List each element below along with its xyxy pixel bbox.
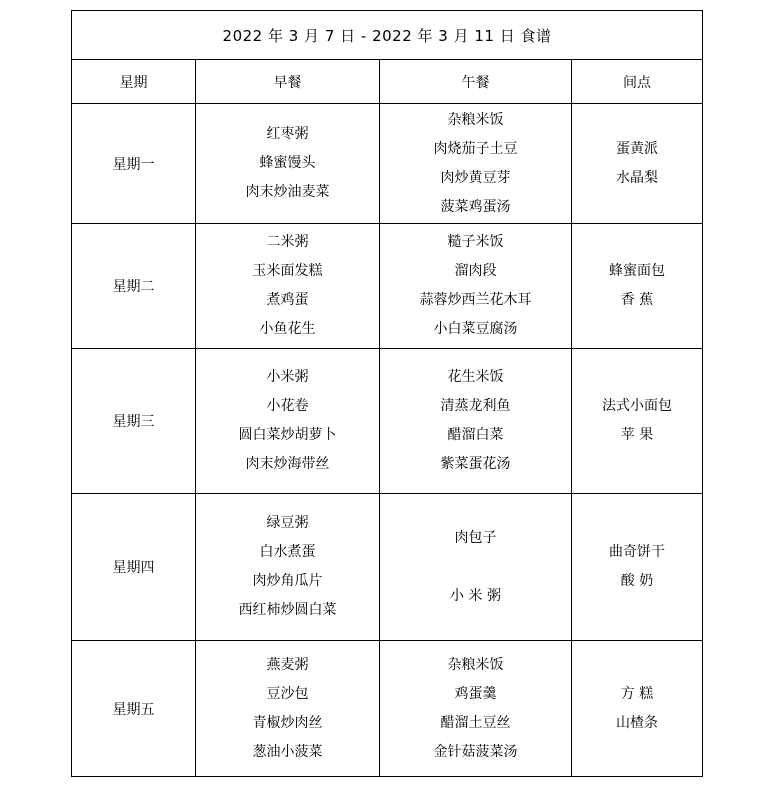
menu-item: 菠菜鸡蛋汤	[440, 198, 511, 215]
snack-cell	[572, 494, 703, 641]
menu-item: 圆白菜炒胡萝卜	[238, 427, 337, 443]
menu-item: 杂粮米饭	[447, 111, 504, 128]
menu-item: 杂粮米饭	[447, 656, 504, 673]
breakfast-item-list	[196, 651, 379, 767]
breakfast-item-list	[196, 120, 379, 207]
menu-page	[71, 10, 702, 777]
lunch-item-list	[380, 524, 571, 611]
menu-item: 蜂蜜面包	[609, 263, 666, 279]
menu-item: 豆沙包	[266, 685, 309, 702]
day-row	[72, 224, 703, 349]
day-row	[72, 349, 703, 494]
menu-item: 法式小面包	[602, 398, 673, 414]
lunch-cell	[380, 224, 572, 349]
menu-item: 小鱼花生	[259, 321, 316, 337]
breakfast-cell	[196, 224, 380, 349]
menu-item: 肉烧茄子土豆	[433, 140, 518, 157]
menu-item: 白水煮蛋	[259, 544, 316, 560]
snack-cell	[572, 224, 703, 349]
menu-item: 玉米面发糕	[252, 263, 323, 279]
menu-item: 肉末炒海带丝	[245, 456, 330, 472]
menu-item: 蒜蓉炒西兰花木耳	[419, 292, 532, 308]
menu-item: 红枣粥	[266, 126, 309, 142]
lunch-item-list	[380, 228, 571, 344]
lunch-item-list	[380, 106, 571, 222]
snack-item-list	[572, 538, 702, 596]
header-breakfast: 早餐	[196, 60, 380, 104]
menu-item: 西红柿炒圆白菜	[238, 602, 337, 618]
menu-item: 糙子米饭	[447, 234, 504, 250]
title-row	[72, 11, 703, 60]
menu-item: 小花卷	[266, 398, 309, 414]
menu-item: 肉炒黄豆芽	[440, 169, 511, 186]
breakfast-cell	[196, 641, 380, 777]
day-name: 星期一	[72, 104, 196, 224]
breakfast-cell	[196, 349, 380, 494]
menu-title: 2022 年 3 月 7 日 - 2022 年 3 月 11 日 食谱	[72, 11, 703, 60]
snack-item-list	[572, 135, 702, 193]
menu-item: 山楂条	[616, 714, 659, 731]
menu-item: 金针菇菠菜汤	[433, 743, 518, 760]
weekly-menu-table	[71, 10, 703, 777]
menu-item: 苹 果	[620, 427, 654, 443]
day-name: 星期二	[72, 224, 196, 349]
menu-item: 小白菜豆腐汤	[433, 321, 518, 337]
snack-item-list	[572, 257, 702, 315]
menu-item	[473, 553, 477, 582]
menu-item: 青椒炒肉丝	[252, 714, 323, 731]
day-rows	[72, 104, 703, 777]
lunch-cell	[380, 104, 572, 224]
menu-item: 肉炒角瓜片	[252, 573, 323, 589]
day-row	[72, 641, 703, 777]
breakfast-item-list	[196, 228, 379, 344]
snack-item-list	[572, 392, 702, 450]
lunch-cell	[380, 494, 572, 641]
menu-item: 绿豆粥	[266, 515, 309, 531]
menu-item: 二米粥	[266, 234, 309, 250]
lunch-cell	[380, 349, 572, 494]
day-row	[72, 494, 703, 641]
menu-item: 清蒸龙利鱼	[440, 398, 511, 414]
day-name: 星期五	[72, 641, 196, 777]
menu-item: 水晶梨	[616, 169, 659, 186]
day-name: 星期四	[72, 494, 196, 641]
menu-item: 醋溜土豆丝	[440, 714, 511, 731]
menu-item: 紫菜蛋花汤	[440, 456, 511, 472]
snack-item-list	[572, 680, 702, 738]
menu-item: 小米粥	[266, 369, 309, 385]
menu-item: 肉末炒油麦菜	[245, 184, 330, 200]
menu-item: 酸 奶	[620, 573, 654, 589]
menu-item: 葱油小菠菜	[252, 743, 323, 760]
menu-item: 蛋黄派	[616, 140, 659, 157]
breakfast-cell	[196, 104, 380, 224]
snack-cell	[572, 641, 703, 777]
breakfast-item-list	[196, 363, 379, 479]
breakfast-item-list	[196, 509, 379, 625]
header-day: 星期	[72, 60, 196, 104]
menu-item: 鸡蛋羹	[454, 685, 497, 702]
header-row	[72, 60, 703, 104]
menu-item: 蜂蜜馒头	[259, 155, 316, 171]
menu-item: 醋溜白菜	[447, 427, 504, 443]
menu-item: 煮鸡蛋	[266, 292, 309, 308]
menu-item: 花生米饭	[447, 369, 504, 385]
day-row	[72, 104, 703, 224]
lunch-item-list	[380, 651, 571, 767]
day-name: 星期三	[72, 349, 196, 494]
header-snack: 间点	[572, 60, 703, 104]
breakfast-cell	[196, 494, 380, 641]
menu-item: 燕麦粥	[266, 656, 309, 673]
menu-item: 香 蕉	[620, 292, 654, 308]
menu-item: 曲奇饼干	[609, 544, 666, 560]
menu-item: 小 米 粥	[450, 587, 501, 604]
snack-cell	[572, 349, 703, 494]
menu-item: 方 糕	[620, 685, 654, 702]
header-lunch: 午餐	[380, 60, 572, 104]
lunch-cell	[380, 641, 572, 777]
snack-cell	[572, 104, 703, 224]
menu-item: 溜肉段	[454, 263, 497, 279]
menu-item: 肉包子	[454, 529, 497, 546]
lunch-item-list	[380, 363, 571, 479]
